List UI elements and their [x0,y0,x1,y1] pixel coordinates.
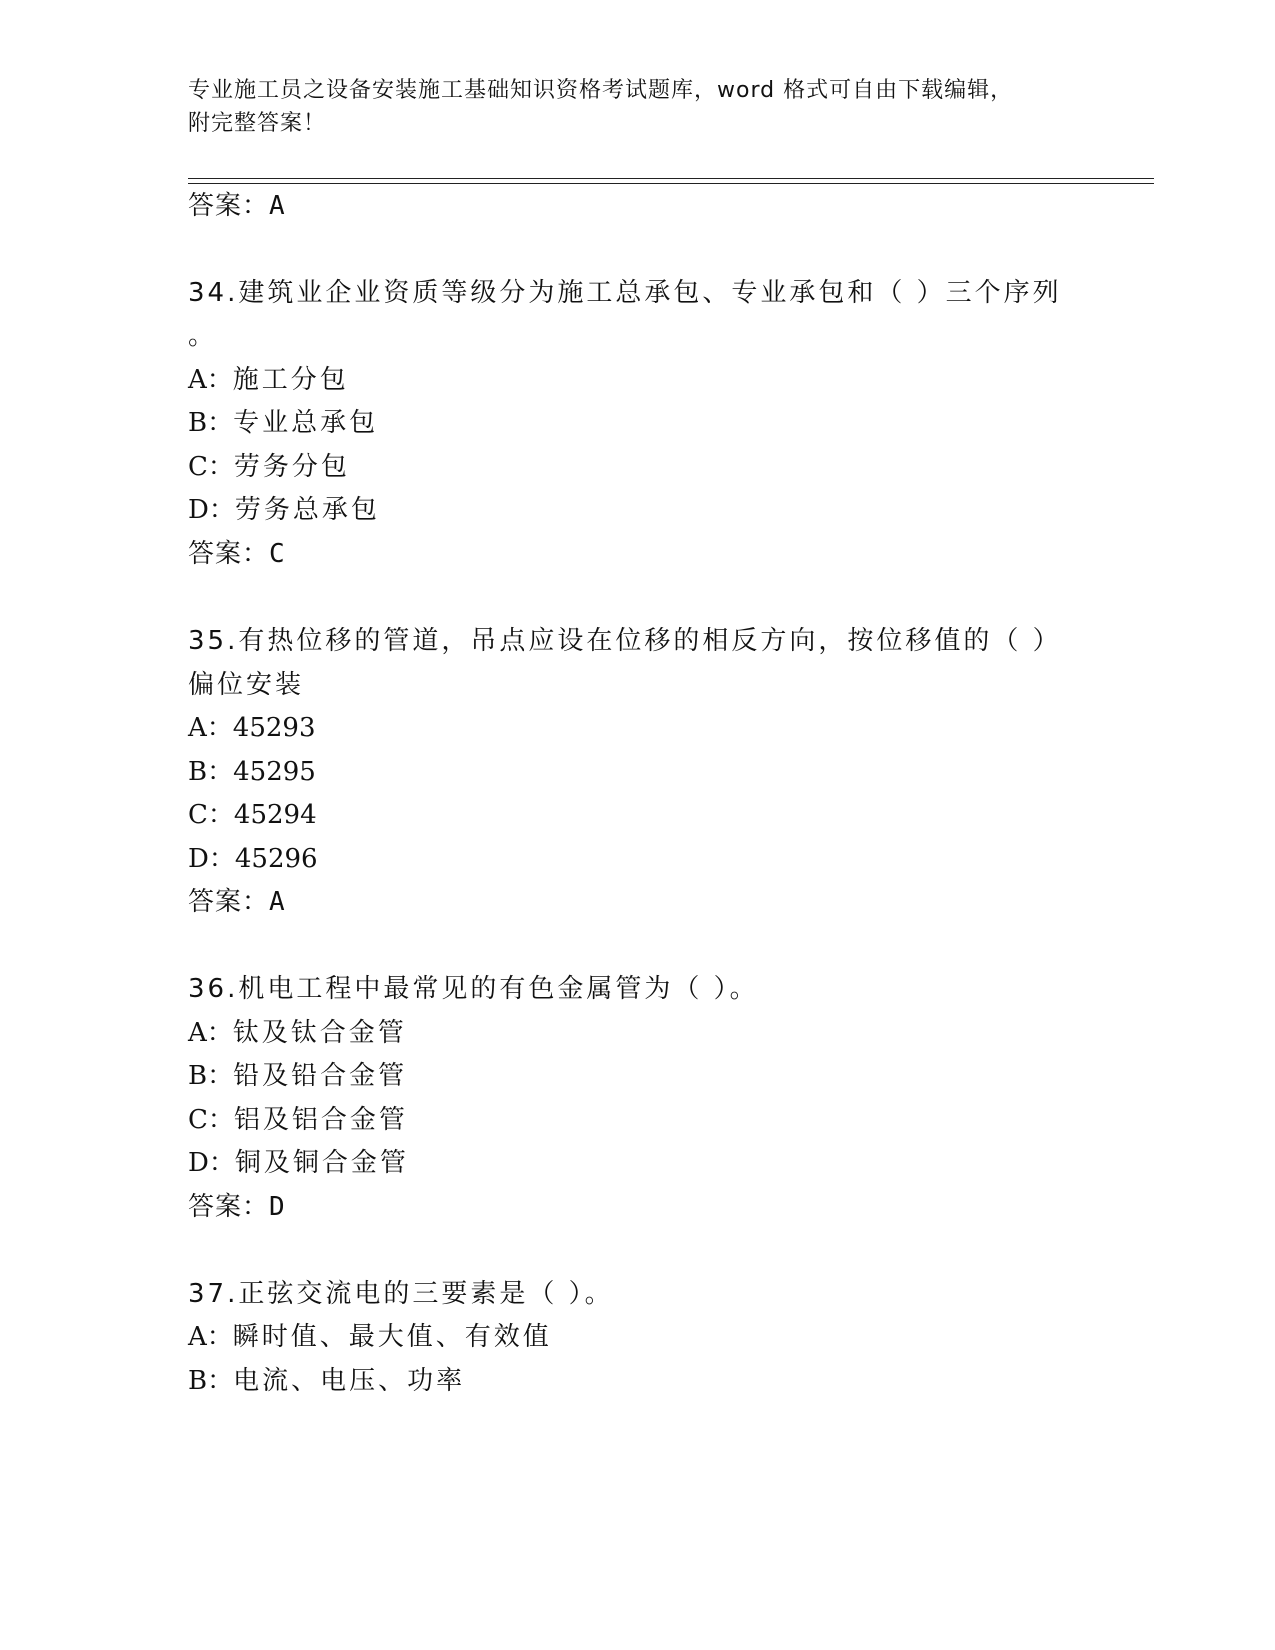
answer-line-33 [188,189,286,223]
option-text: 劳务分包 [233,452,350,482]
question-35-stem-line-2: 偏位安装 [188,670,305,700]
answer-value: D [269,1192,286,1222]
question-35-option-d [188,842,318,876]
header-line-2: 附完整答案！ [188,111,327,136]
option-label: B： [188,1061,234,1091]
option-label: A： [188,713,233,743]
option-label: B： [188,1366,234,1396]
answer-value: A [269,887,286,917]
question-36-option-b [188,1059,407,1093]
question-36-stem-line-1: 36.机电工程中最常见的有色金属管为（ ）。 [188,974,759,1004]
answer-line-36 [188,1190,286,1224]
question-37-option-b [188,1364,465,1398]
option-label: C： [188,452,234,482]
header-line-1: 专业施工员之设备安装施工基础知识资格考试题库，word 格式可自由下载编辑， [188,78,1014,103]
option-text: 铝及铝合金管 [233,1105,408,1135]
question-35-option-b [188,755,316,789]
option-label: B： [188,408,234,438]
question-36-option-a [188,1016,407,1050]
option-label: A： [188,1322,233,1352]
header-rule-top [188,178,1154,179]
question-37-stem-line-1: 37.正弦交流电的三要素是（ ）。 [188,1279,614,1309]
option-text: 施工分包 [232,365,349,395]
option-label: D： [188,844,235,874]
question-34-option-b [188,406,378,440]
question-36-option-c [188,1103,408,1137]
question-36-option-d [188,1146,409,1180]
option-text: 钛及钛合金管 [232,1018,407,1048]
answer-label: 答案： [188,887,270,917]
option-label: A： [188,1018,233,1048]
option-text: 45294 [233,800,317,830]
option-label: D： [188,495,235,525]
option-text: 专业总承包 [233,408,379,438]
question-34-stem-line-1: 34.建筑业企业资质等级分为施工总承包、专业承包和（ ）三个序列 [188,278,1062,308]
question-34-option-a [188,363,349,397]
question-34-option-c [188,450,350,484]
answer-value: C [269,539,286,569]
question-34-stem-line-2: 。 [188,321,218,351]
question-35-option-a [188,711,316,745]
option-text: 45295 [233,757,316,787]
option-text: 45296 [234,844,318,874]
option-text: 45293 [232,713,316,743]
answer-label: 答案： [188,191,270,221]
option-label: D： [188,1148,235,1178]
answer-label: 答案： [188,539,270,569]
answer-value: A [269,191,286,221]
document-header [188,74,1068,140]
header-rule-bottom [188,183,1154,184]
question-34-option-d [188,493,380,527]
answer-line-34 [188,537,286,571]
option-text: 电流、电压、功率 [233,1366,466,1396]
option-label: A： [188,365,233,395]
question-35-stem-line-1: 35.有热位移的管道，吊点应设在位移的相反方向，按位移值的（ ） [188,626,1062,656]
answer-line-35 [188,885,286,919]
option-text: 瞬时值、最大值、有效值 [232,1322,552,1352]
option-label: C： [188,800,234,830]
option-text: 铅及铅合金管 [233,1061,408,1091]
option-label: B： [188,757,234,787]
option-text: 劳务总承包 [234,495,380,525]
answer-label: 答案： [188,1192,270,1222]
option-text: 铜及铜合金管 [234,1148,409,1178]
option-label: C： [188,1105,234,1135]
question-35-option-c [188,798,317,832]
question-37-option-a [188,1320,552,1354]
